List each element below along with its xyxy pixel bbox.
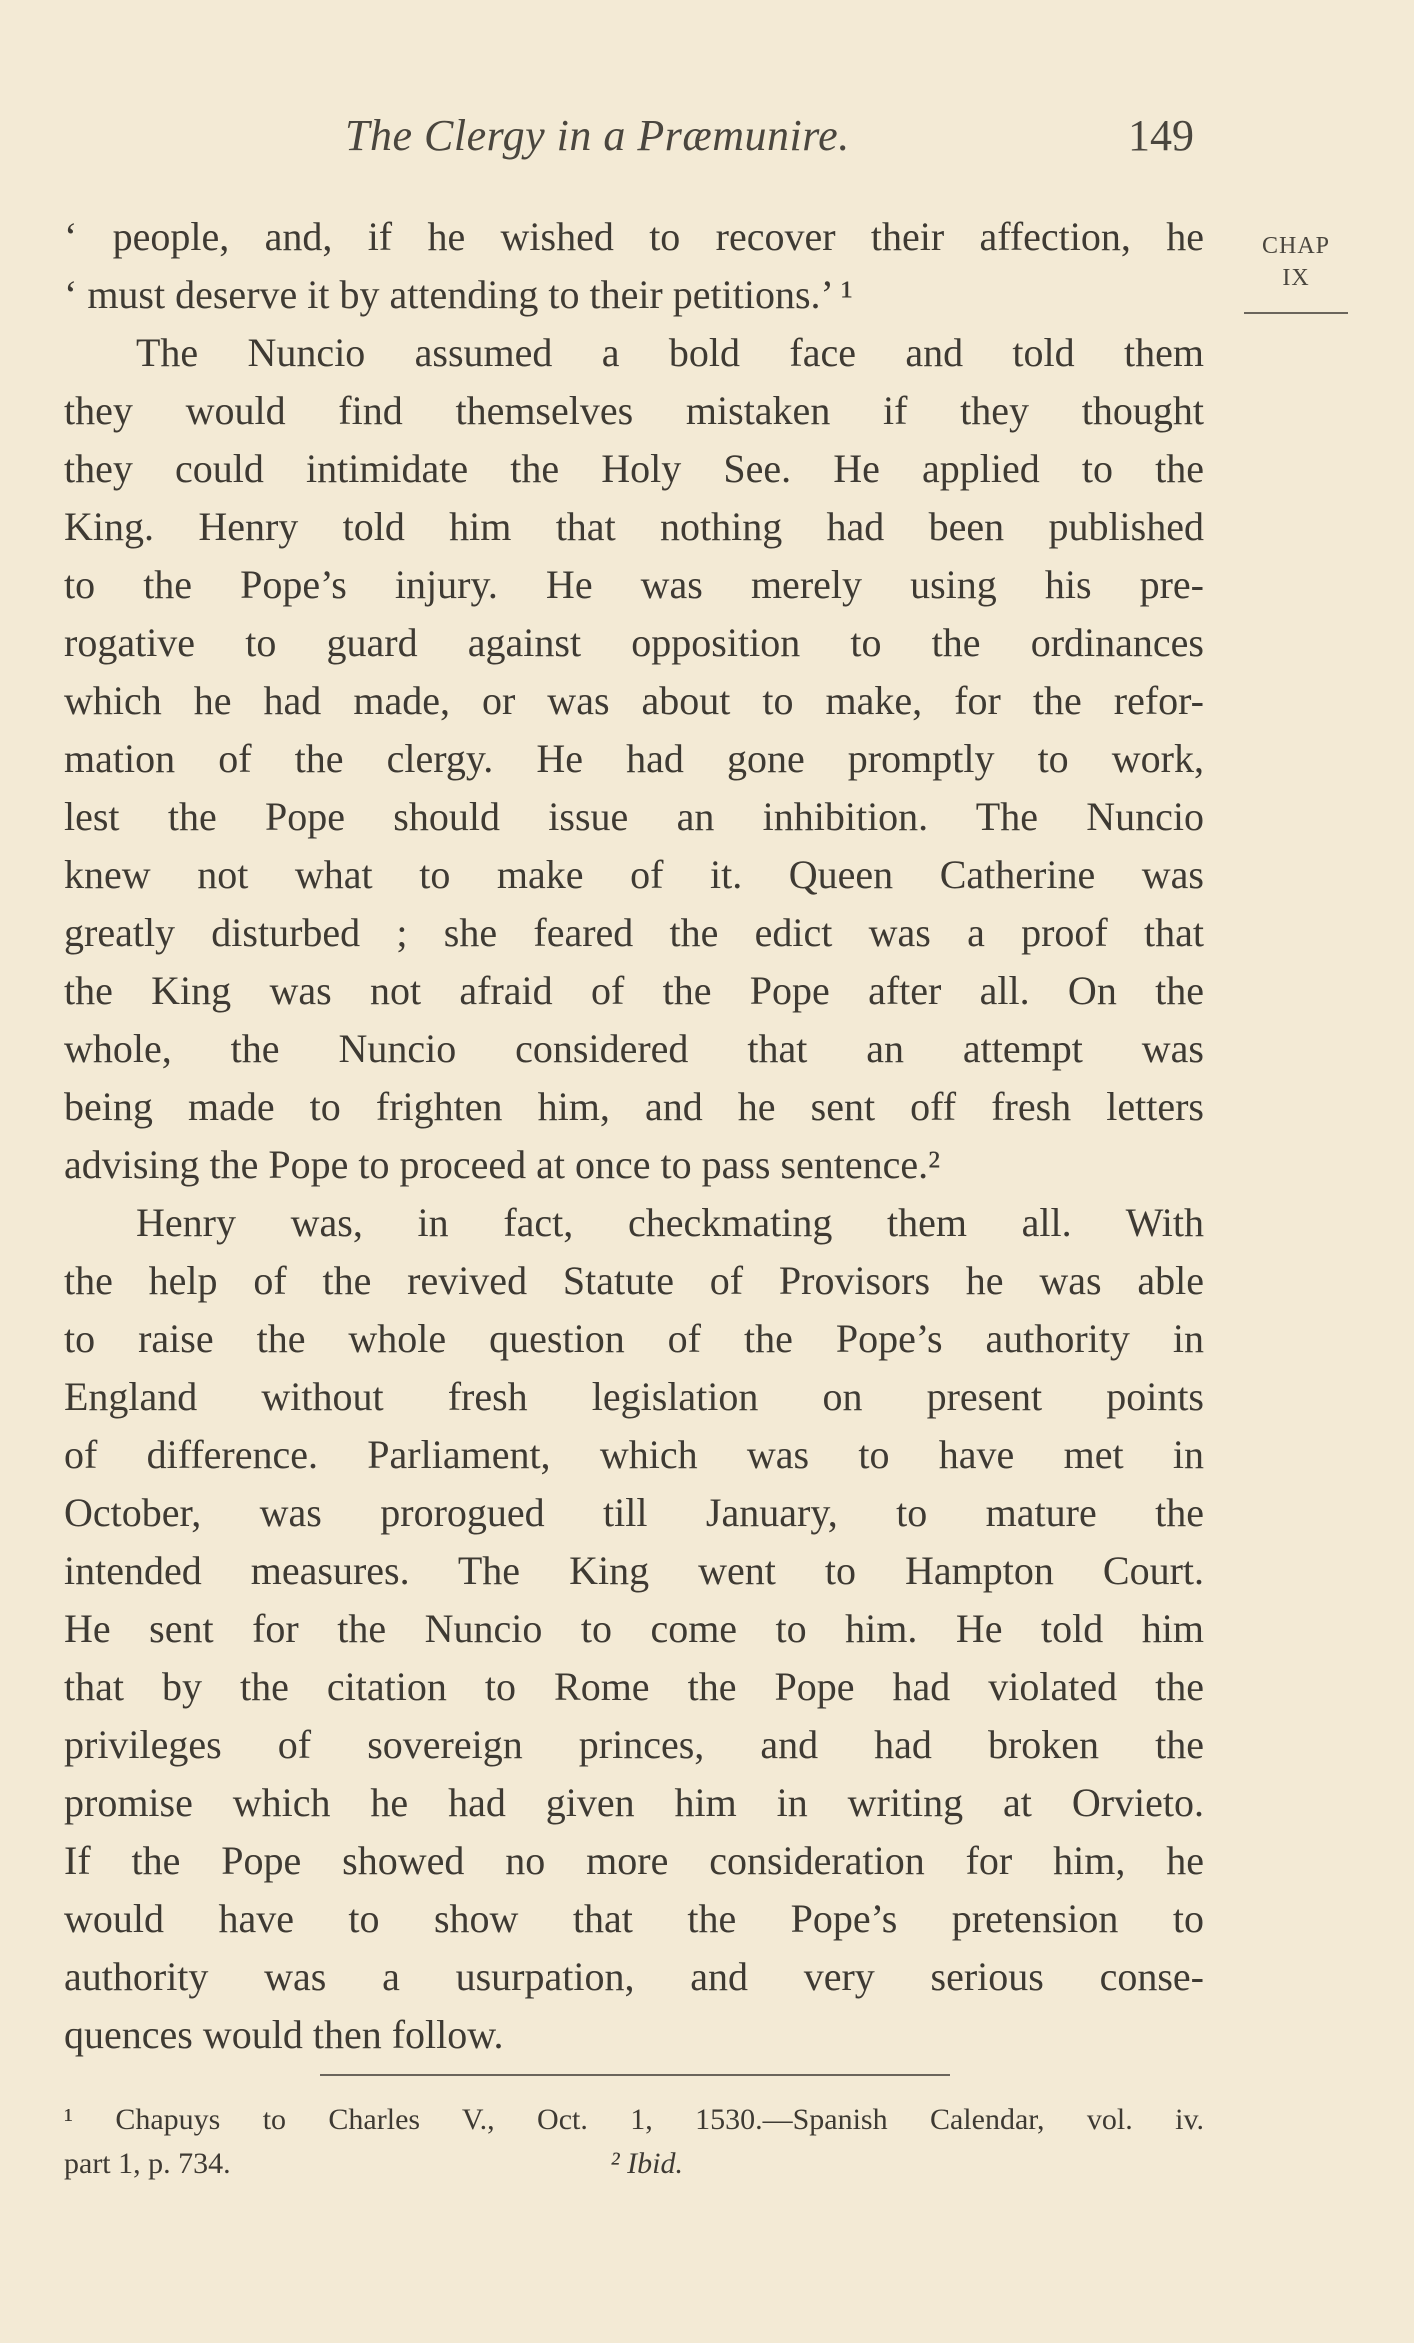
footnote-2: ² Ibid. xyxy=(610,2147,683,2180)
text-line: knew not what to make of it. Queen Catherine was xyxy=(64,852,1204,897)
text-line: being made to frighten him, and he sent off fresh letters xyxy=(64,1084,1204,1129)
text-line: October, was prorogued till January, to mature the xyxy=(64,1490,1204,1535)
footnote-1-line-1: ¹ Chapuys to Charles V., Oct. 1, 1530.—Spanish Calendar, vol. iv. xyxy=(64,2103,1204,2136)
chapter-number: IX xyxy=(1282,265,1310,291)
text-line: which he had made, or was about to make, for the refor- xyxy=(64,678,1204,723)
text-line: advising the Pope to proceed at once to pass sentence.² xyxy=(64,1142,941,1187)
page-number: 149 xyxy=(1128,111,1194,160)
running-header-title: The Clergy in a Præmunire. xyxy=(345,111,850,160)
text-line: that by the citation to Rome the Pope had violated the xyxy=(64,1664,1204,1709)
footnote-line-2 xyxy=(64,2142,1204,2186)
text-line: promise which he had given him in writing at Orvieto. xyxy=(64,1780,1204,1825)
body-text xyxy=(64,208,1204,2064)
text-line: King. Henry told him that nothing had been published xyxy=(64,504,1204,549)
text-line: He sent for the Nuncio to come to him. He told him xyxy=(64,1606,1204,1651)
text-line: intended measures. The King went to Hampton Court. xyxy=(64,1548,1204,1593)
text-line: If the Pope showed no more consideration for him, he xyxy=(64,1838,1204,1883)
text-line: the help of the revived Statute of Provisors he was able xyxy=(64,1258,1204,1303)
text-line: lest the Pope should issue an inhibition. The Nuncio xyxy=(64,794,1204,839)
text-line: would have to show that the Pope’s pretension to xyxy=(64,1896,1204,1941)
footnotes xyxy=(64,2098,1204,2186)
text-line: they could intimidate the Holy See. He applied to the xyxy=(64,446,1204,491)
margin-rule xyxy=(1244,312,1348,314)
text-line: ‘ people, and, if he wished to recover their affection, he xyxy=(64,214,1204,259)
text-line: to the Pope’s injury. He was merely using his pre- xyxy=(64,562,1204,607)
text-line: to raise the whole question of the Pope’s authority in xyxy=(64,1316,1204,1361)
chapter-label: CHAP xyxy=(1261,233,1331,259)
text-line: of difference. Parliament, which was to have met in xyxy=(64,1432,1204,1477)
text-line: mation of the clergy. He had gone promptly to work, xyxy=(64,736,1204,781)
text-line: greatly disturbed ; she feared the edict was a proof that xyxy=(64,910,1204,955)
text-line: they would find themselves mistaken if they thought xyxy=(64,388,1204,433)
footnote-rule xyxy=(320,2074,950,2076)
text-line: whole, the Nuncio considered that an attempt was xyxy=(64,1026,1204,1071)
text-line: quences would then follow. xyxy=(64,2012,504,2057)
text-line: The Nuncio assumed a bold face and told them xyxy=(136,330,1204,375)
text-line: ‘ must deserve it by attending to their petitions.’ ¹ xyxy=(64,272,853,317)
text-line: Henry was, in fact, checkmating them all. With xyxy=(136,1200,1204,1245)
text-line: the King was not afraid of the Pope after all. On the xyxy=(64,968,1204,1013)
text-line: privileges of sovereign princes, and had broken the xyxy=(64,1722,1204,1767)
text-line: rogative to guard against opposition to the ordinances xyxy=(64,620,1204,665)
footnote-1-line-2: part 1, p. 734. xyxy=(64,2147,231,2180)
text-line: England without fresh legislation on present points xyxy=(64,1374,1204,1419)
chapter-margin-note xyxy=(1244,230,1348,294)
text-line: authority was a usurpation, and very serious conse- xyxy=(64,1954,1204,1999)
